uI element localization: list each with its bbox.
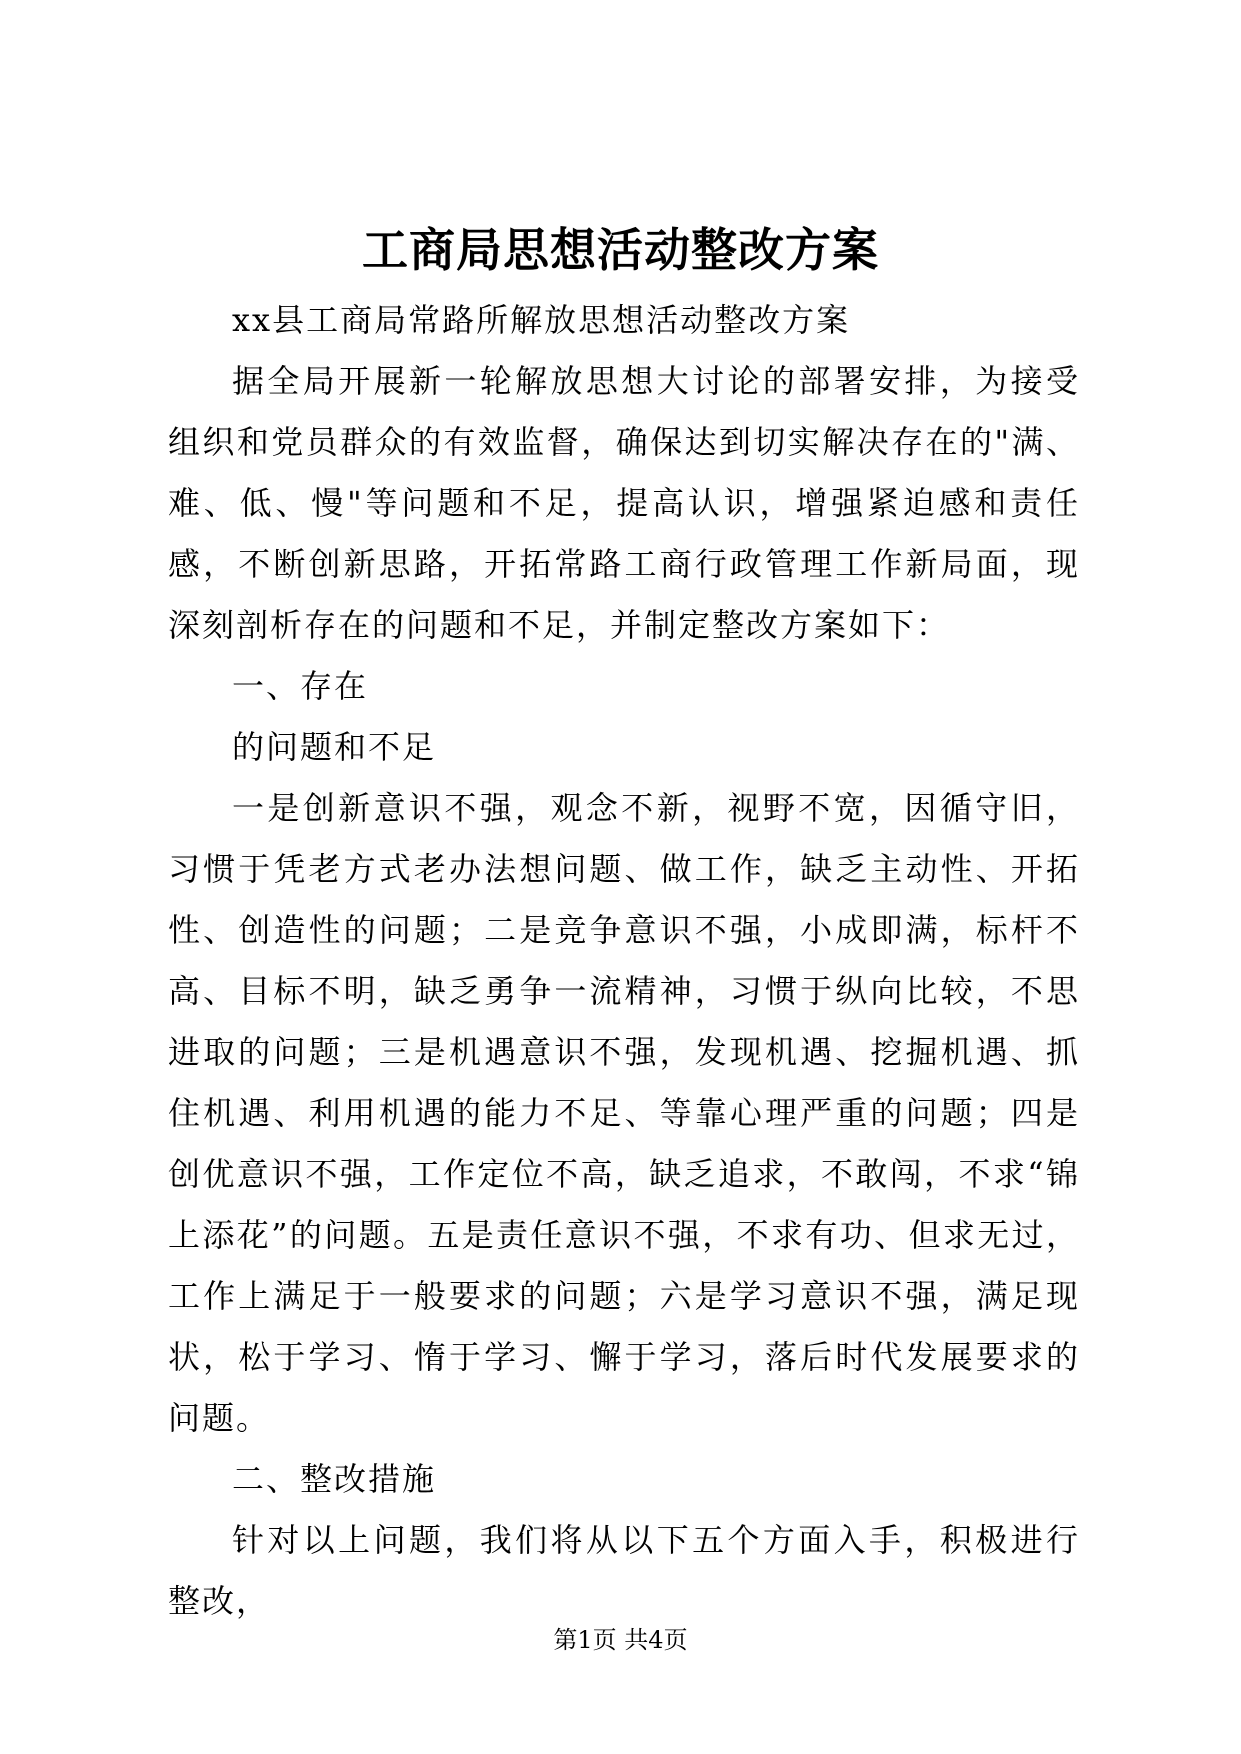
problems-paragraph: 一是创新意识不强，观念不新，视野不宽，因循守旧，习惯于凭老方式老办法想问题、做工作，缺乏主动性、开拓性、创造性的问题；二是竞争意识不强，小成即满，标杆不高、目标不明，缺乏勇争一流精神，习惯于纵向比较，不思进取的问题；三是机遇意识不强，发现机遇、挖掘机遇、抓住机遇、利用机遇的能力不足、等靠心理严重的问题；四是创优意识不强，工作定位不高，缺乏追求，不敢闯，不求“锦上添花”的问题。五是责任意识不强，不求有功、但求无过，工作上满足于一般要求的问题；六是学习意识不强，满足现状，松于学习、惰于学习、懈于学习，落后时代发展要求的问题。 bbox=[168, 789, 1080, 1437]
intro-paragraph: 据全局开展新一轮解放思想大讨论的部署安排，为接受组织和党员群众的有效监督，确保达到切实解决存在的"满、难、低、慢"等问题和不足，提高认识，增强紧迫感和责任感，不断创新思路，开拓常路工商行政管理工作新局面，现深刻剖析存在的问题和不足，并制定整改方案如下： bbox=[168, 362, 1080, 644]
document-title: 工商局思想活动整改方案 bbox=[362, 223, 879, 277]
section-heading-1-continued: 的问题和不足 bbox=[232, 728, 437, 766]
page-footer: 第1页 共4页 bbox=[553, 1626, 688, 1654]
document-body bbox=[168, 290, 1080, 1632]
section-heading-2: 二、整改措施 bbox=[232, 1460, 437, 1498]
subtitle-paragraph: xx县工商局常路所解放思想活动整改方案 bbox=[232, 301, 851, 339]
measures-paragraph: 针对以上问题，我们将从以下五个方面入手，积极进行整改， bbox=[168, 1521, 1080, 1620]
section-heading-1: 一、存在 bbox=[232, 667, 369, 705]
